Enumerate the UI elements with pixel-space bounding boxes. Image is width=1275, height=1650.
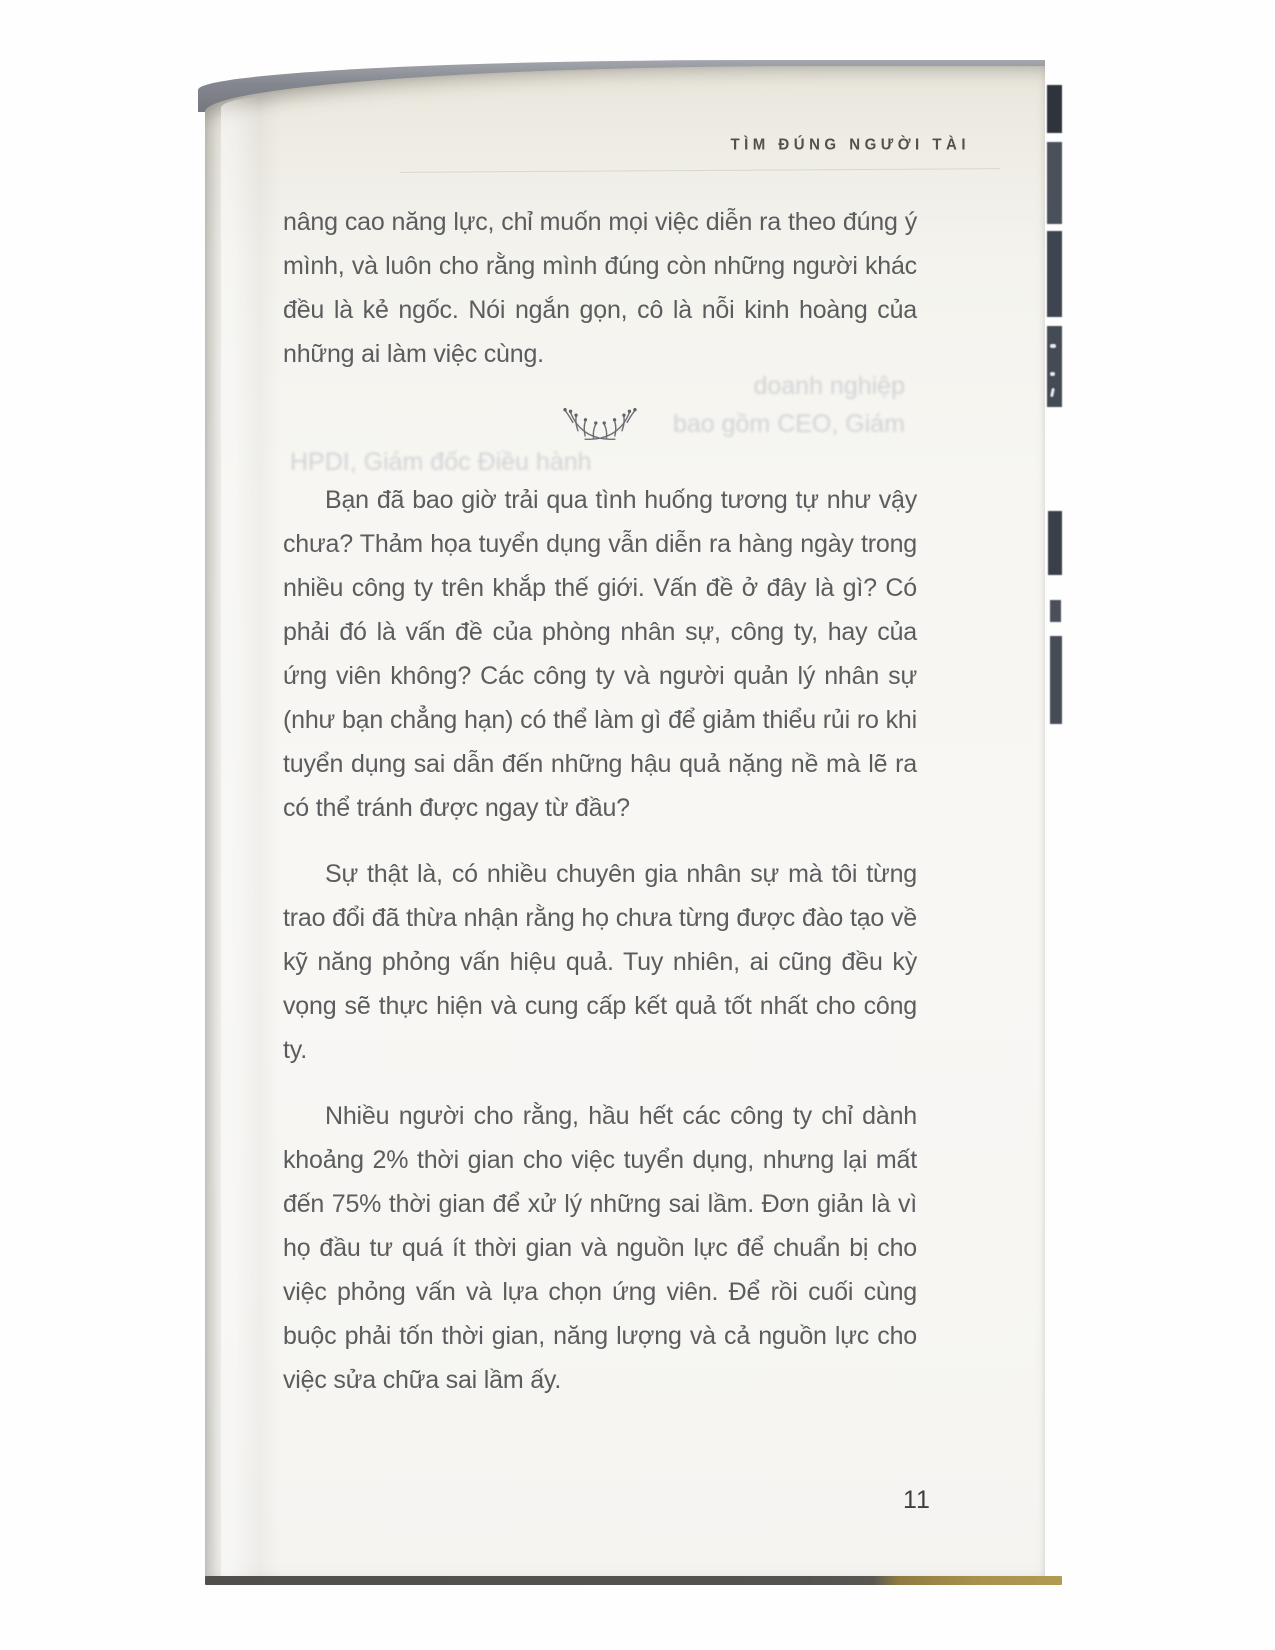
running-header: TÌM ĐÚNG NGƯỜI TÀI (730, 135, 970, 154)
background-book-edge-block (1050, 636, 1062, 724)
paragraph: Bạn đã bao giờ trải qua tình huống tương tự như vậy chưa? Thảm họa tuyển dụng vẫn diễn ra hàng ngày trong nhiều công ty trên khắp thế giới. Vấn đề ở đây là gì? Có phải đó là vấn đề của phòng nhân sự, công ty, hay của ứng viên không? Các công ty và người quản lý nhân sự (như bạn chẳng hạn) có thể làm gì để giảm thiểu rủi ro khi tuyển dụng sai dẫn đến những hậu quả nặng nề mà lẽ ra có thể tránh được ngay từ đầu? (283, 486, 917, 822)
paragraph: Sự thật là, có nhiều chuyên gia nhân sự mà tôi từng trao đổi đã thừa nhận rằng họ chưa từng được đào tạo về kỹ năng phỏng vấn hiệu quả. Tuy nhiên, ai cũng đều kỳ vọng sẽ thực hiện và cung cấp kết quả tốt nhất cho công ty. (283, 860, 917, 1064)
bleed-through-text: doanh nghiệp (753, 372, 905, 400)
highlight-speck (1050, 372, 1055, 376)
bleed-through-text: bao gồm CEO, Giám (672, 410, 905, 438)
book-page (205, 66, 1045, 1578)
paragraph: Nhiều người cho rằng, hầu hết các công ty chỉ dành khoảng 2% thời gian cho việc tuyển dụng, nhưng lại mất đến 75% thời gian để xử lý những sai lầm. Đơn giản là vì họ đầu tư quá ít thời gian và nguồn lực để chuẩn bị cho việc phỏng vấn và lựa chọn ứng viên. Để rồi cuối cùng buộc phải tốn thời gian, năng lượng và cả nguồn lực cho việc sửa chữa sai lầm ấy. (283, 1102, 917, 1394)
highlight-speck (1050, 388, 1055, 397)
page-number: 11 (903, 1486, 931, 1514)
background-book-edge-block (1047, 326, 1062, 407)
background-book-edge-block (1047, 142, 1062, 224)
header-rule-line (400, 168, 1000, 173)
background-book-edge-block (1048, 511, 1062, 575)
paragraph-continuation: nâng cao năng lực, chỉ muốn mọi việc diễn ra theo đúng ý mình, và luôn cho rằng mình đúng còn những người khác đều là kẻ ngốc. Nói ngắn gọn, cô là nỗi kinh hoàng của những ai làm việc cùng. (283, 208, 917, 368)
background-book-edge-block (1047, 231, 1062, 317)
highlight-speck (1050, 344, 1056, 348)
background-book-edge-block (1050, 600, 1061, 622)
laurel-ornament-icon (283, 400, 917, 460)
page-bottom-edge (205, 1576, 1062, 1585)
background-book-edge-block (1047, 85, 1062, 133)
bleed-through-text: HPDI, Giám đốc Điều hành (290, 448, 592, 476)
body-text-block (283, 200, 917, 1424)
